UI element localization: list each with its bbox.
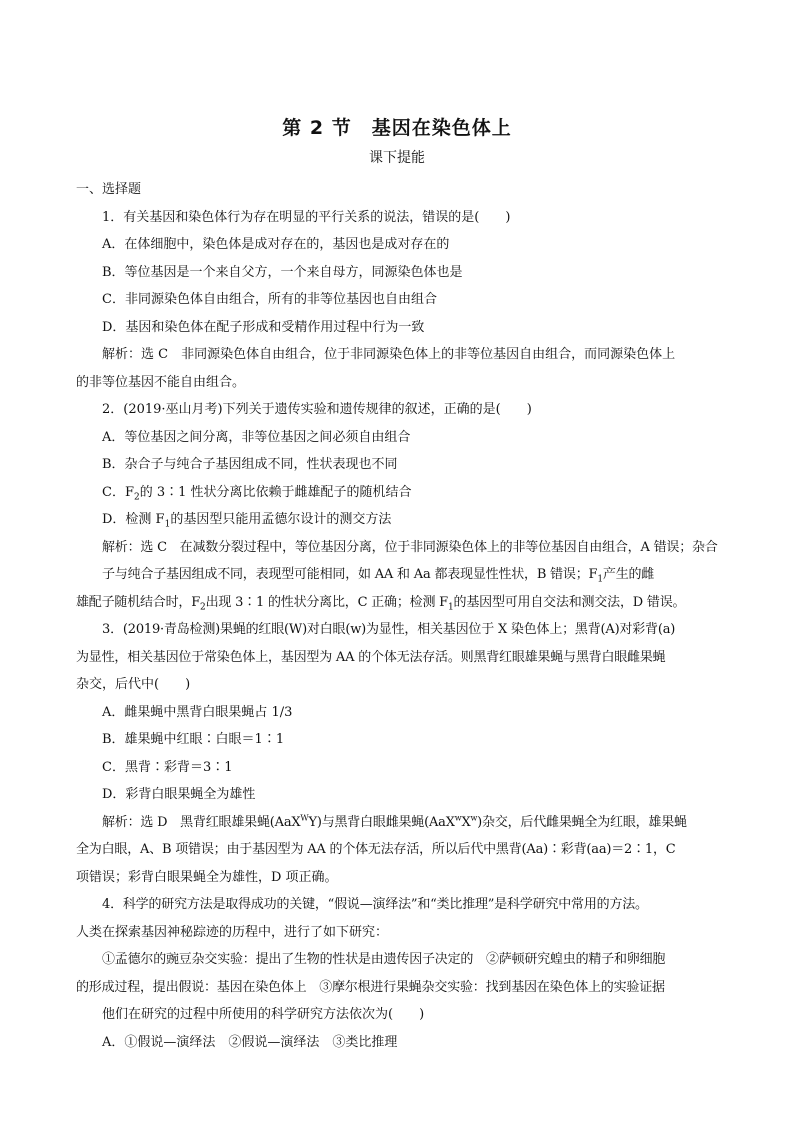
superscript: w bbox=[454, 813, 462, 823]
question-3-stem-line-1: 3．(2019·青岛检测)果蝇的红眼(W)对白眼(w)为显性，相关基因位于 X 染色体上；黑背(A)对彩背(a) bbox=[102, 622, 676, 637]
superscript: W bbox=[300, 813, 309, 823]
text-fragment: C．F bbox=[102, 484, 134, 500]
page-subtitle: 课下提能 bbox=[369, 150, 425, 166]
question-4-option-a: A．①假说—演绎法 ②假说—演绎法 ③类比推理 bbox=[102, 1034, 398, 1050]
question-1-option-c: C．非同源染色体自由组合，所有的非等位基因也自由组合 bbox=[102, 292, 437, 307]
question-3-option-a: A．雌果蝇中黑背白眼果蝇占 1/3 bbox=[102, 704, 293, 720]
question-1-option-d: D．基因和染色体在配子形成和受精作用过程中行为一致 bbox=[102, 319, 425, 335]
question-4-stem-line-2: 人类在探索基因神秘踪迹的历程中，进行了如下研究： bbox=[76, 924, 389, 940]
text-fragment: 解析：选 C 在减数分裂过程中，等位基因分离，位于非同源染色体上的非等位基因自由组合，A 错误；杂合子与纯合子基因组成不同，表现型可能相同，如 AA 和 Aa 都表现显性性状，B 错误；F bbox=[102, 539, 718, 582]
question-3-answer-line-1 bbox=[76, 809, 718, 837]
text-fragment: Y)与黑背白眼雌果蝇(AaX bbox=[308, 814, 455, 830]
text-fragment: 产生的雌 bbox=[602, 567, 655, 582]
question-4-stem-line-4: 的形成过程，提出假说：基因在染色体上 ③摩尔根进行果蝇杂交实验：找到基因在染色体上的实验证据 bbox=[76, 979, 665, 995]
question-1-answer-line-2: 的非等位基因不能自由组合。 bbox=[76, 374, 246, 390]
subscript: 1 bbox=[448, 602, 454, 613]
question-2-answer-line-1 bbox=[76, 534, 718, 589]
question-1-option-b: B．等位基因是一个来自父方，一个来自母方，同源染色体也是 bbox=[102, 264, 463, 280]
question-2-stem: 2．(2019·巫山月考)下列关于遗传实验和遗传规律的叙述，正确的是( ) bbox=[102, 402, 532, 417]
text-fragment: 出现 3∶1 的性状分离比，C 正确；检测 F bbox=[205, 594, 449, 610]
text-fragment: X bbox=[461, 814, 471, 830]
question-3-option-d: D．彩背白眼果蝇全为雄性 bbox=[102, 787, 256, 802]
text-fragment: 的 3∶1 性状分离比依赖于雌雄配子的随机结合 bbox=[139, 484, 412, 500]
question-3-stem-line-2: 为显性，相关基因位于常染色体上，基因型为 AA 的个体无法存活。则黑背红眼雄果蝇与黑背白眼雌果蝇 bbox=[76, 649, 666, 665]
text-fragment: 解析：选 D 黑背红眼雄果蝇(AaX bbox=[102, 814, 301, 830]
question-2-option-c bbox=[76, 479, 718, 507]
section-heading: 一、选择题 bbox=[76, 182, 142, 197]
question-2-answer-line-2 bbox=[76, 589, 718, 617]
text-fragment: 的基因型可用自交法和测交法，D 错误。 bbox=[453, 594, 686, 610]
text-fragment: )杂交，后代雌果蝇全为红眼，雄果蝇 bbox=[477, 814, 687, 830]
question-3-option-c: C．黑背∶彩背＝3∶1 bbox=[102, 759, 233, 775]
superscript: w bbox=[470, 813, 478, 823]
text-fragment: D．检测 F bbox=[102, 512, 165, 527]
question-3-answer-line-2: 全为白眼，A、B 项错误；由于基因型为 AA 的个体无法存活，所以后代中黑背(Aa)∶彩背(aa)＝2∶1，C bbox=[76, 842, 676, 857]
question-2-option-b: B．杂合子与纯合子基因组成不同，性状表现也不同 bbox=[102, 457, 398, 472]
question-4-stem-line-5: 他们在研究的过程中所使用的科学研究方法依次为( ) bbox=[102, 1007, 425, 1022]
subscript: 2 bbox=[200, 602, 206, 613]
question-3-stem-line-3: 杂交，后代中( ) bbox=[76, 677, 191, 692]
subscript: 1 bbox=[164, 519, 171, 530]
question-3-answer-line-3: 项错误；彩背白眼果蝇全为雄性，D 项正确。 bbox=[76, 869, 338, 885]
question-2-option-d bbox=[76, 506, 718, 534]
question-1-answer-line-1: 解析：选 C 非同源染色体自由组合，位于非同源染色体上的非等位基因自由组合，而同源染色体上 bbox=[102, 347, 676, 362]
page-title: 第 2 节 基因在染色体上 bbox=[282, 117, 512, 139]
text-fragment: 的基因型只能用孟德尔设计的测交方法 bbox=[170, 512, 392, 527]
document-page bbox=[76, 114, 718, 1056]
text-fragment: 雄配子随机结合时，F bbox=[76, 594, 201, 610]
question-1-option-a: A．在体细胞中，染色体是成对存在的，基因也是成对存在的 bbox=[102, 237, 450, 252]
question-1-stem: 1．有关基因和染色体行为存在明显的平行关系的说法，错误的是( ) bbox=[102, 209, 511, 225]
question-3-option-b: B．雄果蝇中红眼∶白眼＝1∶1 bbox=[102, 732, 285, 747]
question-2-option-a: A．等位基因之间分离，非等位基因之间必须自由组合 bbox=[102, 429, 411, 445]
subscript: 2 bbox=[133, 492, 140, 503]
question-4-stem-line-3: ①孟德尔的豌豆杂交实验：提出了生物的性状是由遗传因子决定的 ②萨顿研究蝗虫的精子和卵细胞 bbox=[102, 952, 666, 967]
question-4-stem-line-1: 4．科学的研究方法是取得成功的关键，“假说—演绎法”和“类比推理”是科学研究中常用的方法。 bbox=[102, 897, 648, 912]
subscript: 1 bbox=[597, 574, 603, 585]
